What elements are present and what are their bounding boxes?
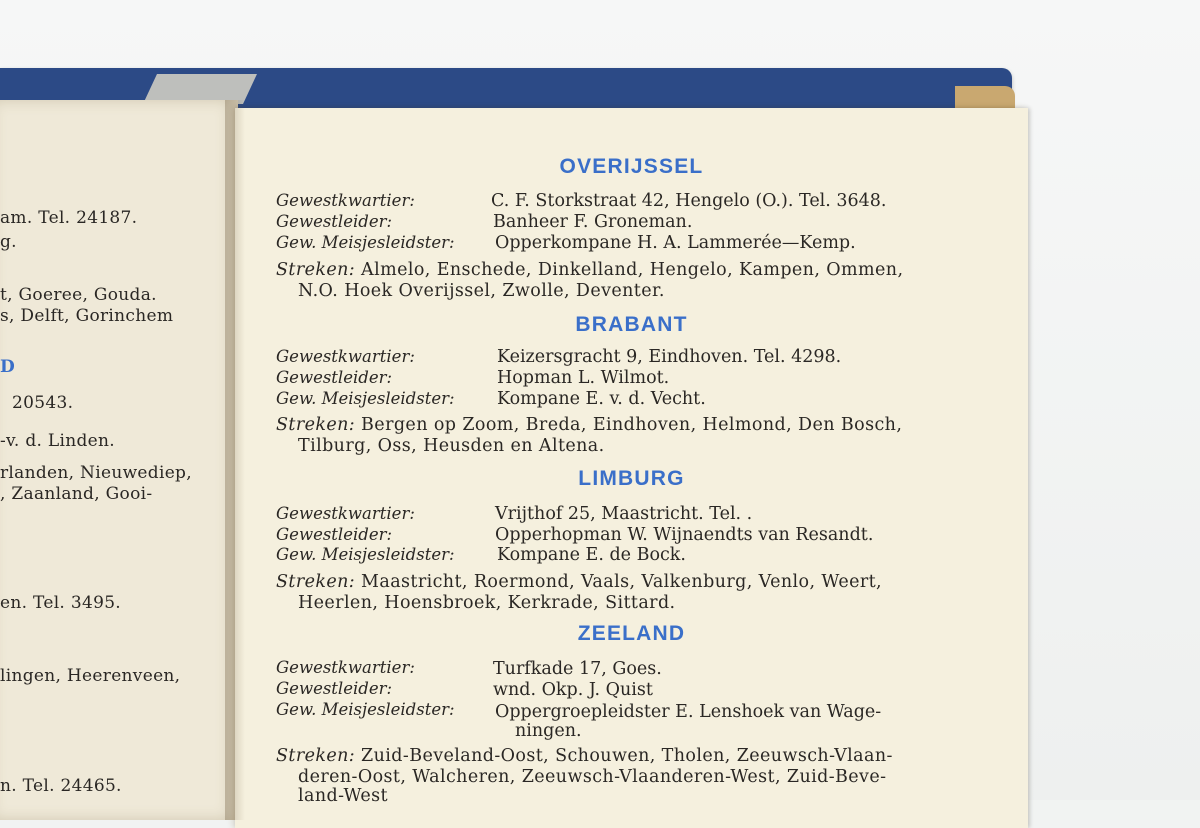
streken-continuation: N.O. Hoek Overijssel, Zwolle, Deventer. (298, 281, 665, 301)
entry-value: Opperkompane H. A. Lammerée—Kemp. (495, 233, 856, 253)
entry-value: Keizersgracht 9, Eindhoven. Tel. 4298. (497, 347, 842, 367)
entry-label: Gewestkwartier: (276, 658, 415, 677)
left-fragment: 20543. (12, 393, 74, 413)
entry-value: Kompane E. de Bock. (497, 545, 686, 565)
entry-label: Gewestleider: (276, 525, 393, 544)
left-fragment: g. (0, 232, 17, 252)
streken-continuation: Heerlen, Hoensbroek, Kerkrade, Sittard. (298, 593, 676, 613)
entry-label: Gew. Meisjesleidster: (276, 233, 455, 252)
entry-value: Vrijthof 25, Maastricht. Tel. . (495, 504, 753, 524)
left-fragment: -v. d. Linden. (0, 431, 115, 451)
streken-line (276, 746, 893, 766)
streken-text: Bergen op Zoom, Breda, Eindhoven, Helmond, Den Bosch, (361, 415, 903, 435)
streken-label: Streken: (276, 415, 356, 435)
entry-label: Gew. Meisjesleidster: (276, 545, 455, 564)
left-fragment-heading: D (0, 357, 16, 377)
left-fragment: lingen, Heerenveen, (0, 666, 181, 686)
entry-label: Gewestkwartier: (276, 347, 415, 366)
entry-label: Gewestleider: (276, 679, 393, 698)
streken-continuation: land-West (298, 786, 388, 806)
entry-label: Gew. Meisjesleidster: (276, 389, 455, 408)
streken-label: Streken: (276, 572, 356, 592)
streken-line (276, 260, 903, 280)
entry-value: Kompane E. v. d. Vecht. (497, 389, 706, 409)
left-fragment: n. Tel. 24465. (0, 776, 122, 796)
streken-line (276, 572, 882, 592)
entry-label: Gewestkwartier: (276, 191, 415, 210)
section-heading-limburg: LIMBURG (578, 467, 685, 490)
left-fragment: s, Delft, Gorinchem (0, 306, 174, 326)
section-heading-zeeland: ZEELAND (577, 622, 686, 645)
entry-value: wnd. Okp. J. Quist (493, 680, 653, 700)
entry-value: Oppergroepleidster E. Lenshoek van Wage- (495, 702, 882, 722)
streken-continuation: Tilburg, Oss, Heusden en Altena. (298, 436, 605, 456)
entry-label: Gewestkwartier: (276, 504, 415, 523)
entry-value: Turfkade 17, Goes. (493, 659, 662, 679)
streken-text: Almelo, Enschede, Dinkelland, Hengelo, Kampen, Ommen, (361, 260, 904, 280)
entry-value-continuation: ningen. (515, 721, 582, 741)
left-fragment: , Zaanland, Gooi- (0, 484, 153, 504)
left-fragment: t, Goeree, Gouda. (0, 285, 157, 305)
section-heading-brabant: BRABANT (575, 313, 688, 336)
streken-label: Streken: (276, 746, 356, 766)
streken-text: Zuid-Beveland-Oost, Schouwen, Tholen, Zeeuwsch-Vlaan- (361, 746, 893, 766)
entry-label: Gew. Meisjesleidster: (276, 700, 455, 719)
left-fragment: en. Tel. 3495. (0, 593, 122, 613)
entry-value: Banheer F. Groneman. (493, 212, 693, 232)
left-fragment: rlanden, Nieuwediep, (0, 463, 192, 483)
entry-value: C. F. Storkstraat 42, Hengelo (O.). Tel. 3648. (491, 191, 887, 211)
section-heading-overijssel: OVERIJSSEL (559, 155, 704, 178)
entry-label: Gewestleider: (276, 368, 393, 387)
streken-line (276, 415, 902, 435)
streken-continuation: deren-Oost, Walcheren, Zeeuwsch-Vlaanderen-West, Zuid-Beve- (298, 767, 887, 787)
entry-value: Opperhopman W. Wijnaendts van Resandt. (495, 525, 874, 545)
streken-text: Maastricht, Roermond, Vaals, Valkenburg, Venlo, Weert, (361, 572, 883, 592)
left-fragment: am. Tel. 24187. (0, 208, 138, 228)
book-gutter (225, 100, 245, 820)
entry-value: Hopman L. Wilmot. (497, 368, 670, 388)
streken-label: Streken: (276, 260, 356, 280)
entry-label: Gewestleider: (276, 212, 393, 231)
